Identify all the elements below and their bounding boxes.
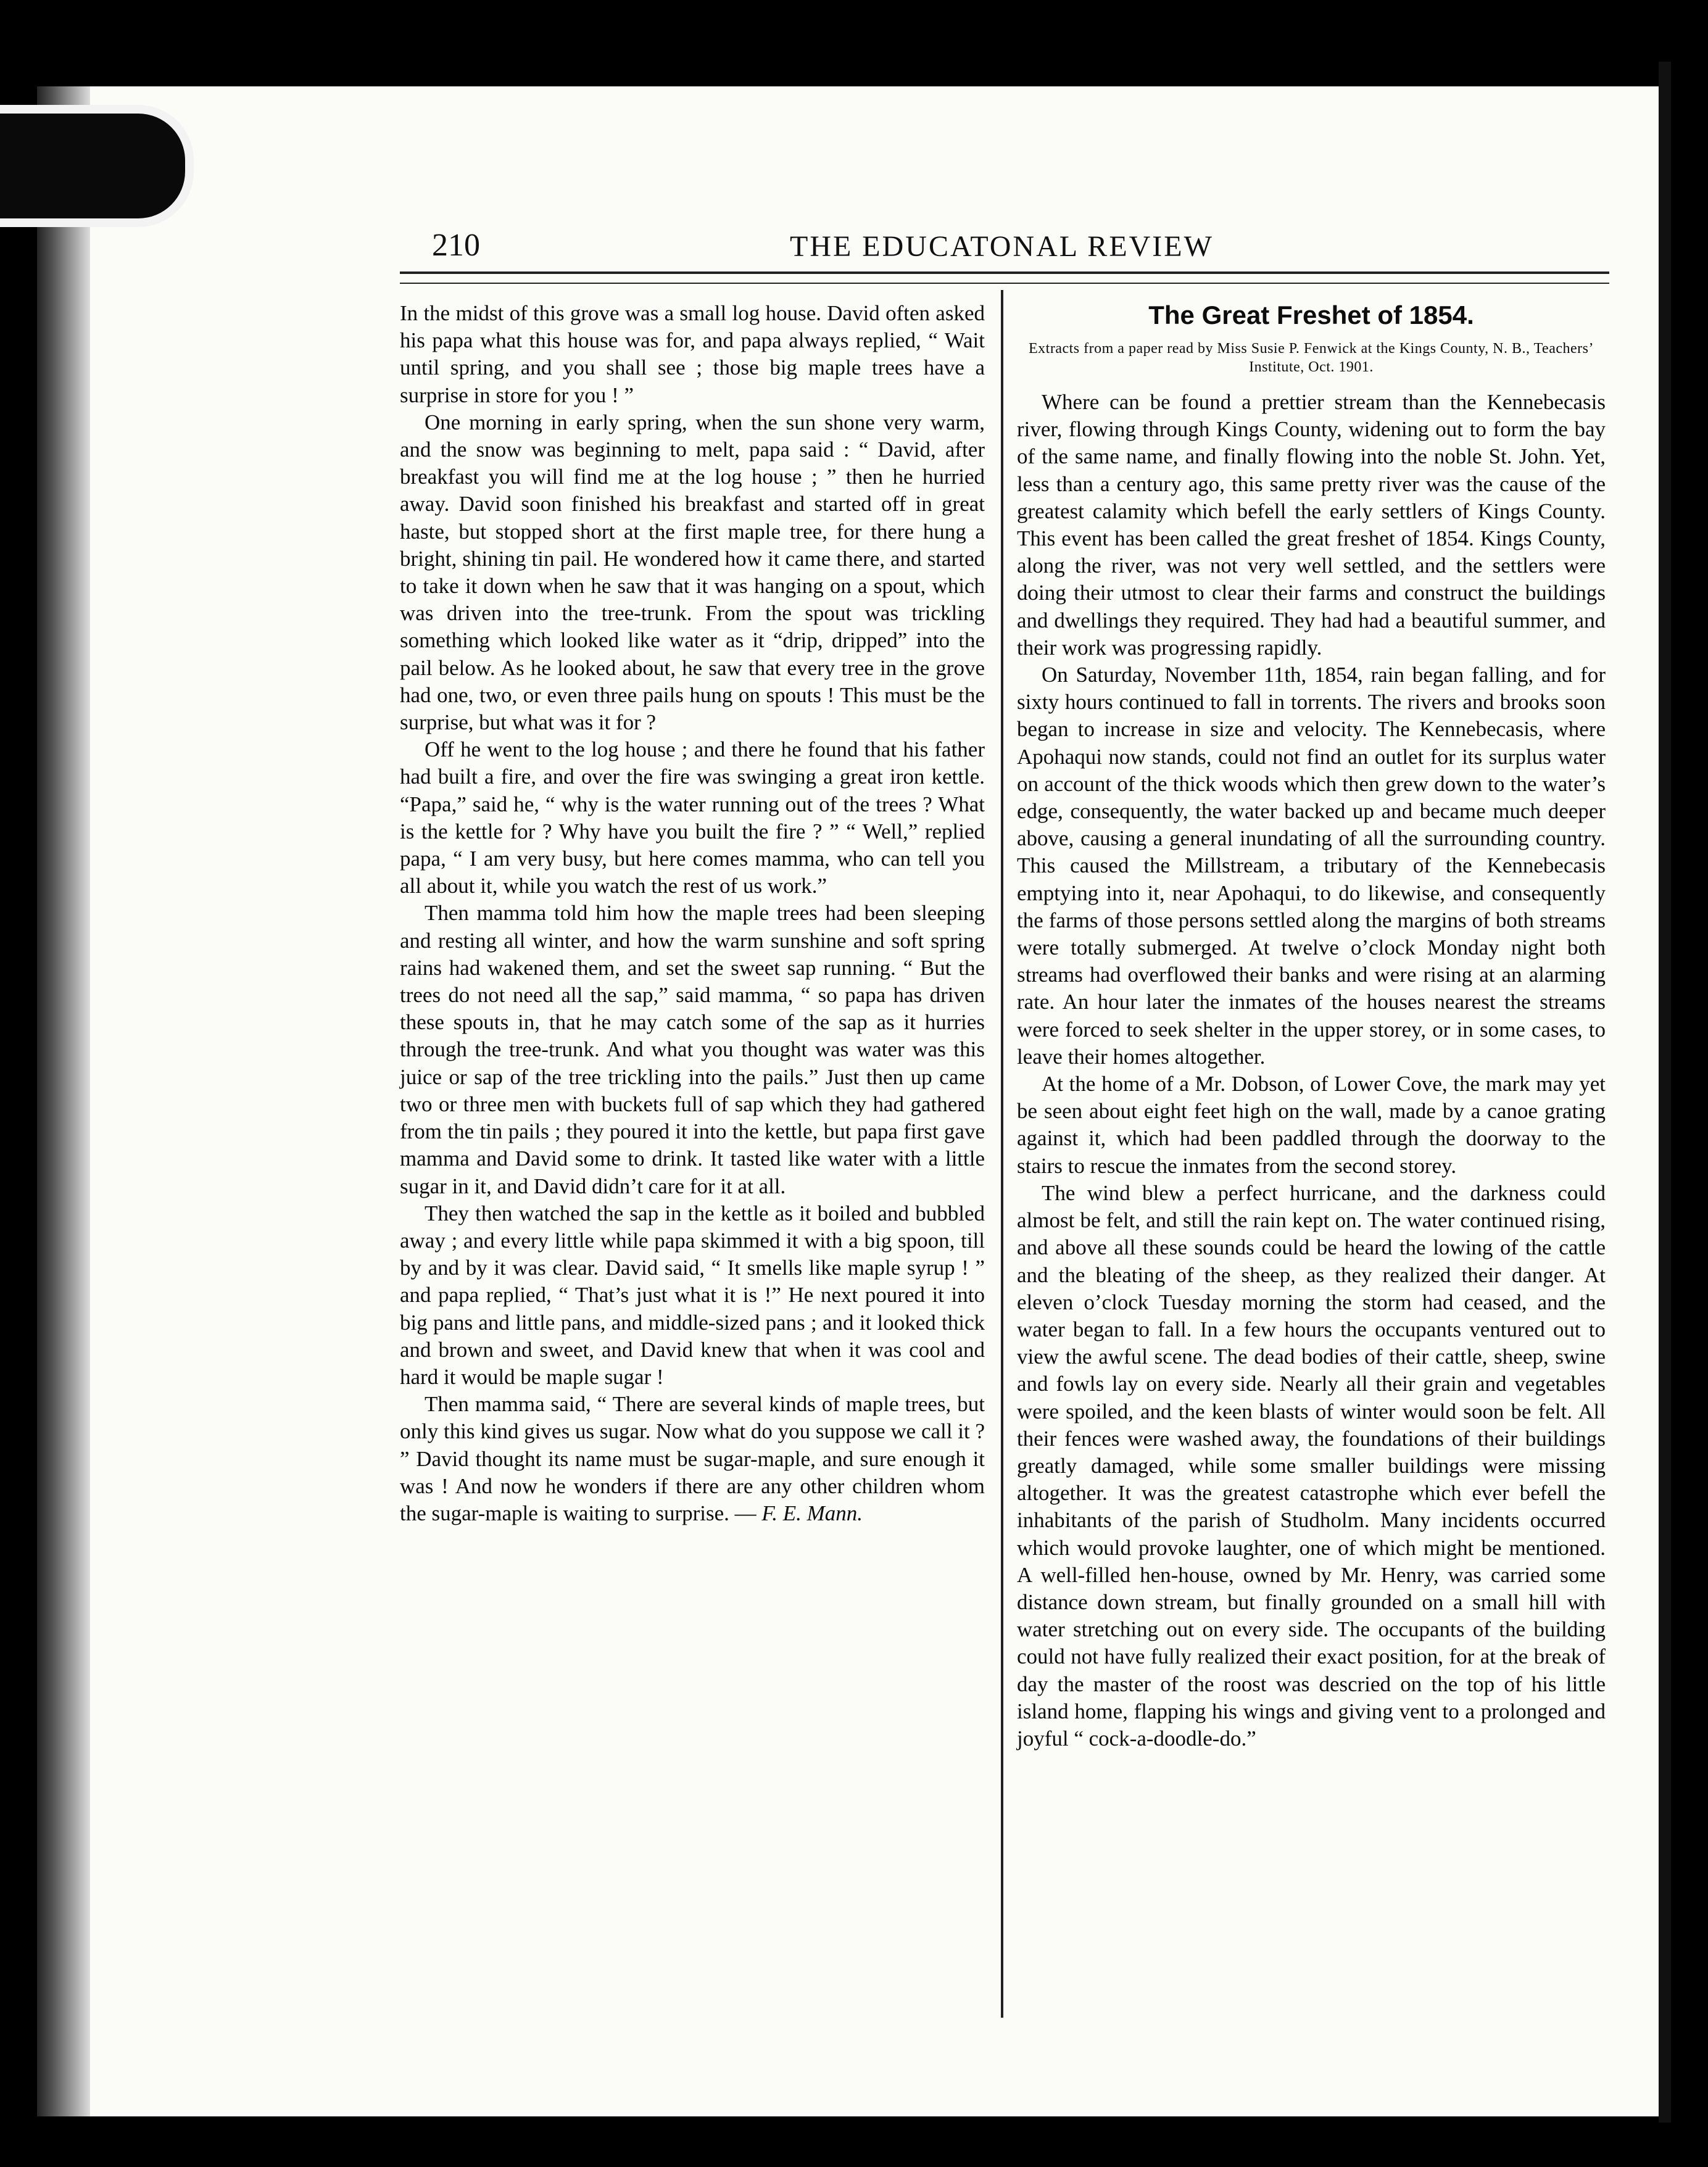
article-title: The Great Freshet of 1854.	[1148, 300, 1474, 329]
article-paragraph: On Saturday, November 11th, 1854, rain began falling, and for sixty hours continued to fall in torrents. The rivers and brooks soon began to increase in size and velocity. The Kennebecasis, where Apohaqui now stands, could not find an outlet for its surplus water on account of the thick woods which then grew down to the water’s edge, consequently, the water backed up and became much deeper above, causing a general inundating of all the surrounding country. This caused the Millstream, a tributary of the Kennebecasis emptying into it, near Apohaqui, to do likewise, and consequently the farms of those persons settled along the margins of both streams were totally submerged. At twelve o’clock Monday night both streams had overflowed their banks and were rising at an alarming rate. An hour later the inmates of the houses nearest the streams were forced to seek shelter in the upper storey, or in some cases, to leave their homes altogether.	[1017, 663, 1606, 1069]
page-spine-shadow	[37, 86, 90, 2116]
header-rule-thin	[400, 283, 1609, 284]
article-paragraph: At the home of a Mr. Dobson, of Lower Cove, the mark may yet be seen about eight feet high on the wall, made by a canoe grating against it, which had been paddled through the doorway to the stairs to rescue the inmates from the second storey.	[1017, 1072, 1606, 1178]
header-rule	[400, 271, 1609, 274]
story-paragraph: They then watched the sap in the kettle as it boiled and bubbled away ; and every little while papa skimmed it with a big spoon, till by and by it was clear. David said, “ It smells like maple syrup ! ” and papa replied, “ That’s just what it is !” He next poured it into big pans and little pans, and middle-sized pans ; and it looked thick and brown and sweet, and David knew that when it was cool and hard it would be maple sugar !	[400, 1201, 985, 1389]
article-byline: Extracts from a paper read by Miss Susie P. Fenwick at the Kings County, N. B., Teachers’ Institute, Oct. 1901.	[1029, 341, 1594, 375]
page-edge-shadow	[1659, 62, 1671, 2123]
story-paragraph: One morning in early spring, when the sun shone very warm, and the snow was beginning to melt, papa said : “ David, after breakfast you will find me at the log house ; ” then he hurried away. David soon finished his breakfast and started off in great haste, but stopped short at the first maple tree, for there hung a bright, shining tin pail. He wondered how it came there, and started to take it down when he saw that it was hanging on a spout, which was driven into the tree-trunk. From the spout was trickling something which looked like water as it “drip, dripped” into the pail below. As he looked about, he saw that every tree in the grove had one, two, or even three pails hung on spouts ! This must be the surprise, but what was it for ?	[400, 410, 985, 735]
story-paragraph: Then mamma said, “ There are several kinds of maple trees, but only this kind gives us sugar. Now what do you suppose we call it ? ” David thought its name must be sugar-maple, and sure enough it was ! And now he wonders if there are any other children whom the sugar-maple is waiting to surprise.	[400, 1392, 985, 1525]
article-paragraph: The wind blew a perfect hurricane, and the darkness could almost be felt, and still the rain kept on. The water continued rising, and above all these sounds could be heard the lowing of the cattle and the bleating of the sheep, as they realized their danger. At eleven o’clock Tuesday morning the storm had ceased, and the water began to fall. In a few hours the occupants ventured out to view the awful scene. The dead bodies of their cattle, sheep, swine and fowls lay on every side. Nearly all their grain and vegetables were spoiled, and the keen blasts of winter would soon be felt. All their fences were washed away, the foundations of their buildings greatly damaged, while some smaller buildings were missing altogether. It was the greatest catastrophe which ever befell the inhabitants of the parish of Studholm. Many incidents occurred which would provoke laughter, one of which might be mentioned. A well-filled hen-house, owned by Mr. Henry, was carried some distance down stream, but finally grounded on a small hill with water stretching out on every side. The occupants of the building could not have fully realized their exact position, for at the break of day the master of the roost was descried on the top of his little island home, flapping his wings and giving vent to a prolonged and joyful “ cock-a-doodle-do.”	[1017, 1180, 1606, 1751]
page-number: 210	[432, 228, 480, 263]
right-column-article	[1017, 300, 1606, 1752]
story-paragraph: Then mamma told him how the maple trees had been sleeping and resting all winter, and how the warm sunshine and soft spring rains had wakened them, and set the sweet sap running. “ But the trees do not need all the sap,” said mamma, “ so papa has driven these spouts in, that he may catch some of the sap as it hurries through the tree-trunk. And what you thought was water was this juice or sap of the tree trickling into the pails.” Just then up came two or three men with buckets full of sap which they had gathered from the tin pails ; they poured it into the kettle, but papa first gave mamma and David some to drink. It tasted like water with a little sugar in it, and David didn’t care for it at all.	[400, 901, 985, 1198]
column-divider	[1001, 290, 1003, 2018]
journal-title: THE EDUCATONAL REVIEW	[790, 230, 1214, 263]
story-paragraph: Off he went to the log house ; and there he found that his father had built a fire, and over the fire was swinging a great iron kettle. “Papa,” said he, “ why is the water running out of the trees ? What is the kettle for ? Why have you built the fire ? ” “ Well,” replied papa, “ I am very busy, but here comes mamma, who can tell you all about it, while you watch the rest of us work.”	[400, 737, 985, 898]
binder-clip-icon	[0, 105, 194, 227]
story-paragraph: In the midst of this grove was a small log house. David often asked his papa what this house was for, and papa always replied, “ Wait until spring, and you shall see ; those big maple trees have a surprise in store for you ! ”	[400, 301, 985, 407]
left-column-story	[400, 300, 985, 1527]
author-signature: F. E. Mann.	[761, 1501, 863, 1525]
article-paragraph: Where can be found a prettier stream than the Kennebecasis river, flowing through Kings County, widening out to form the bay of the same name, and finally flowing into the noble St. John. Yet, less than a century ago, this same pretty river was the cause of the greatest calamity which befell the early settlers of Kings County. This event has been called the great freshet of 1854. Kings County, along the river, was not very well settled, and the settlers were doing their utmost to clear their farms and construct the buildings and dwellings they required. They had had a beautiful summer, and their work was progressing rapidly.	[1017, 390, 1606, 660]
story-paragraph-last: Then mamma said, “ There are several kinds of maple trees, but only this kind gives us sugar. Now what do you suppose we call it ? ” David thought its name must be sugar-maple, and sure enough it was ! And now he wonders if there are any other children whom the sugar-maple is waiting to surprise. — F. E. Mann.	[400, 1392, 985, 1525]
